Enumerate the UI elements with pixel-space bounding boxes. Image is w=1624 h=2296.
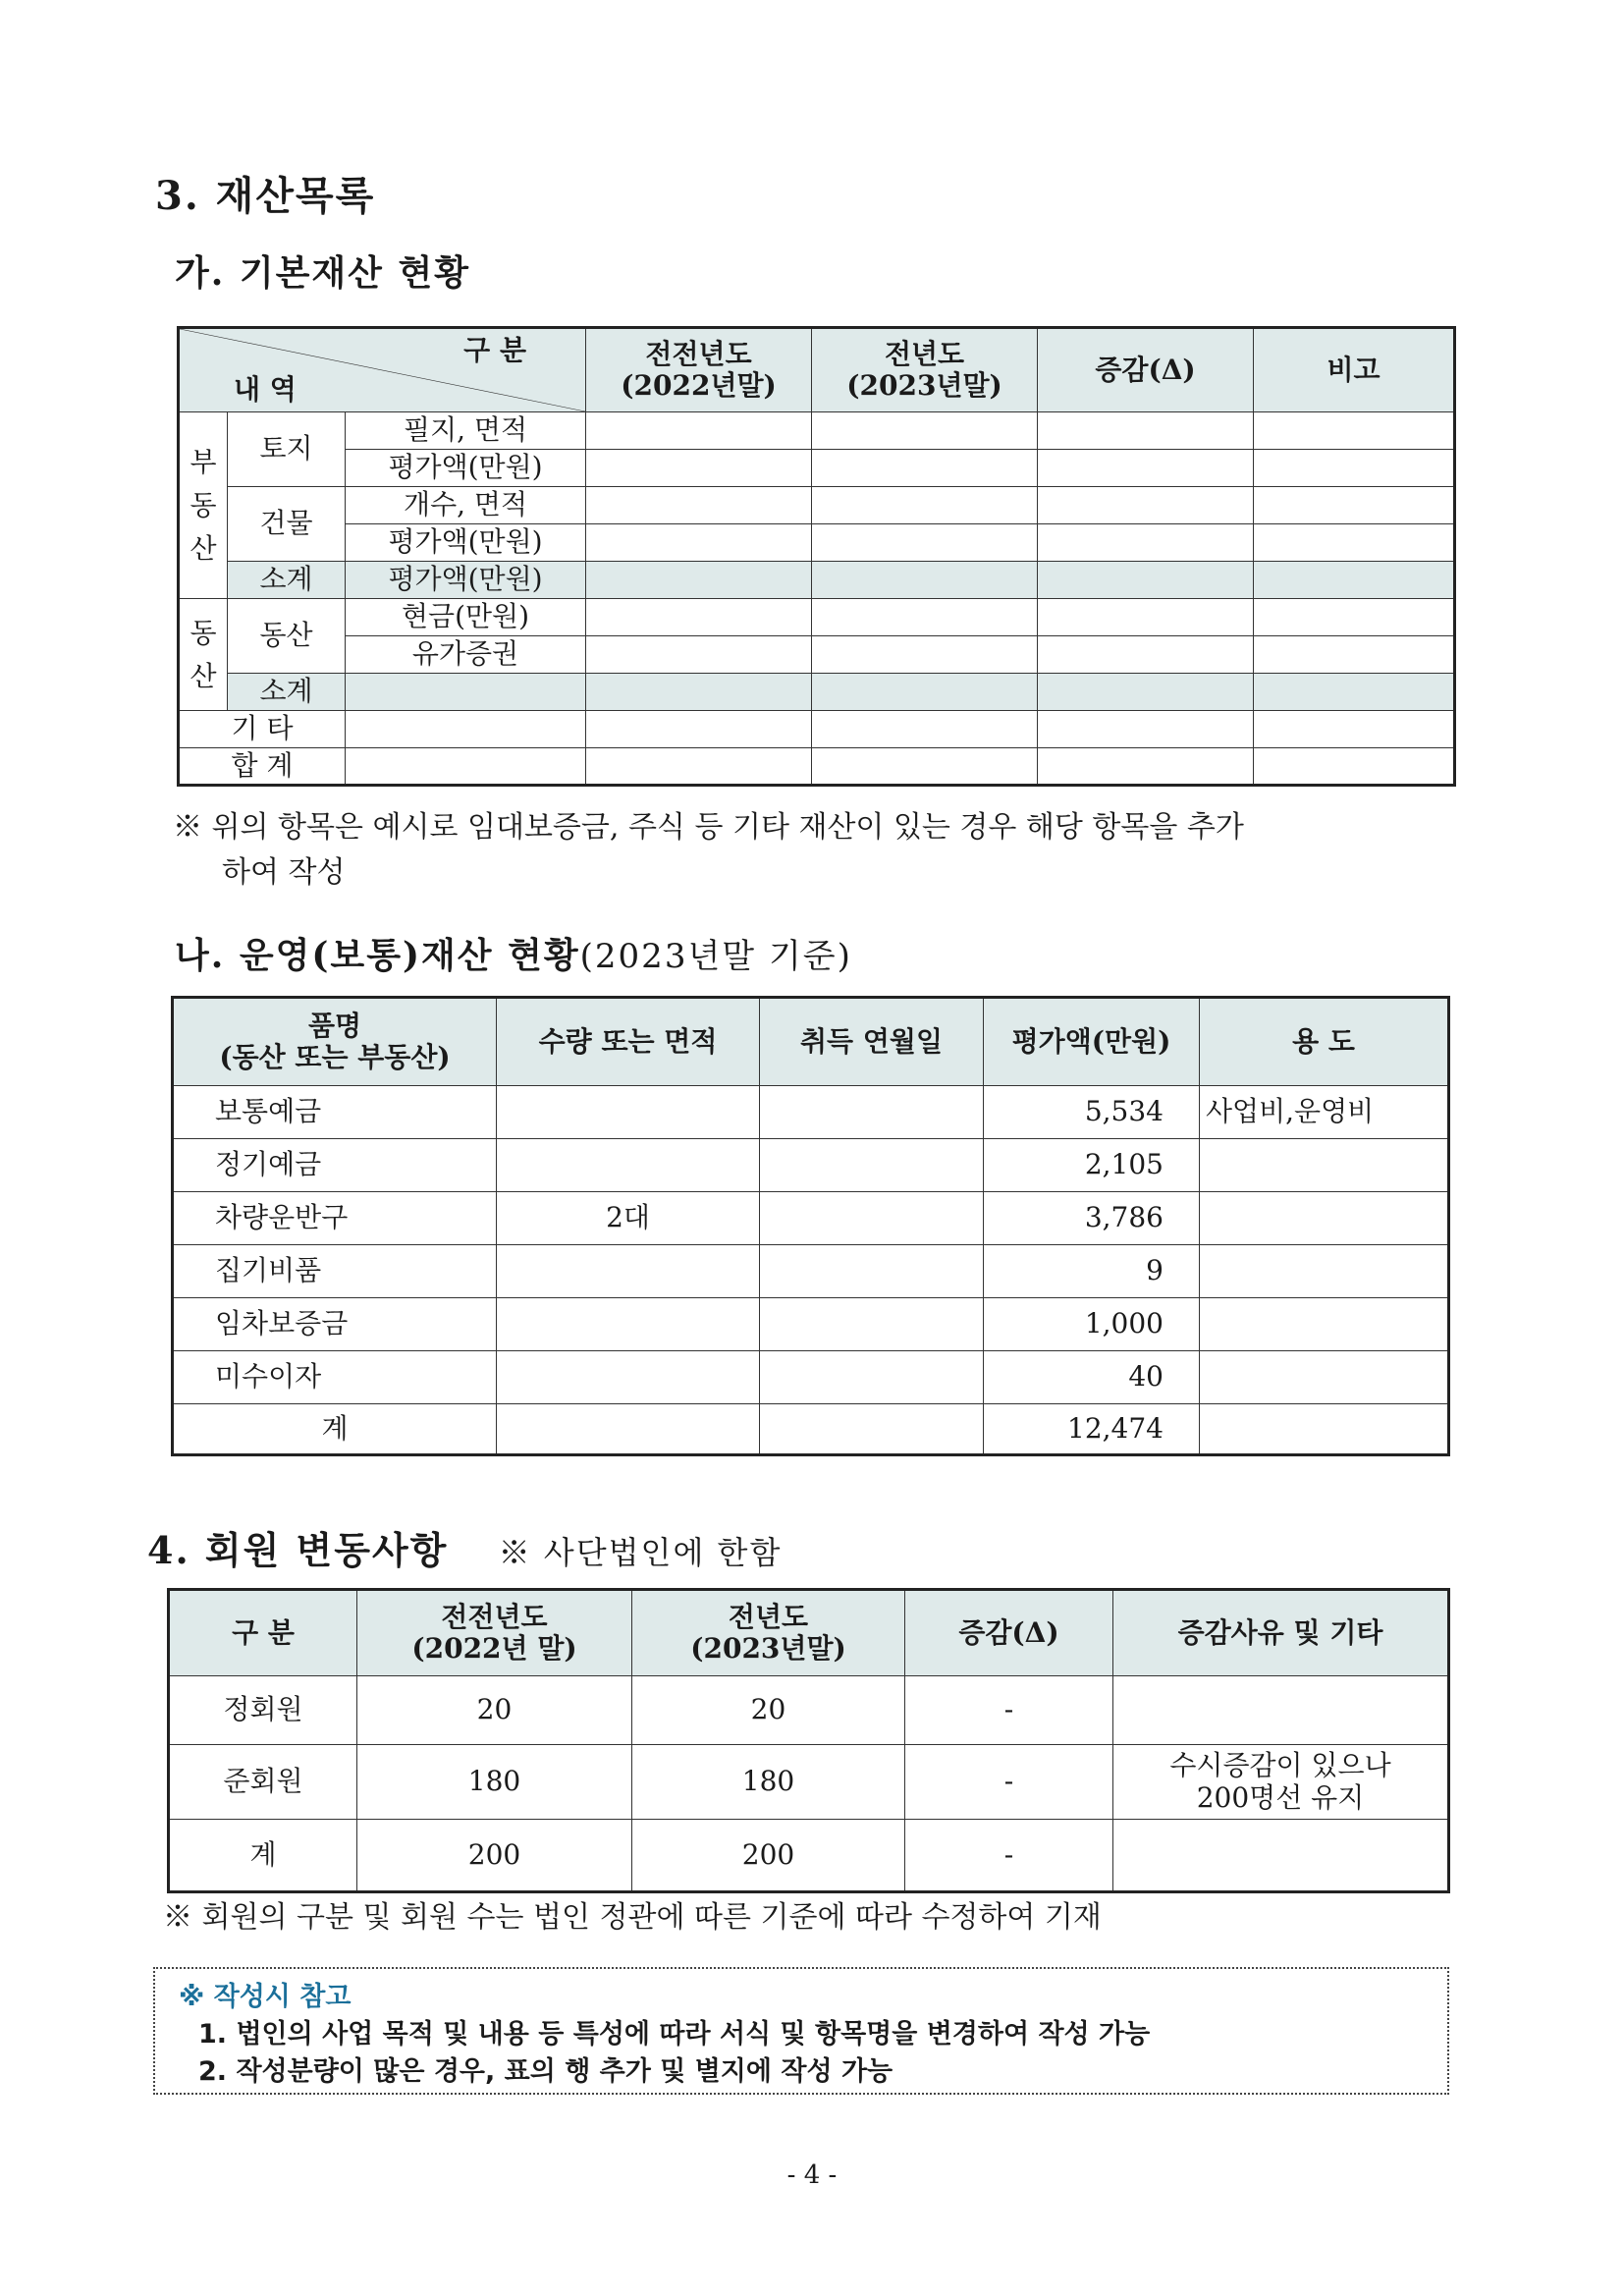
writing-reference-box: [153, 1967, 1449, 2095]
item-name: 차량운반구: [173, 1192, 497, 1245]
table-row: [169, 1820, 1449, 1892]
item-use: [1200, 1192, 1449, 1245]
member-count-2023: 200: [632, 1820, 905, 1892]
section-title-members: 4. 회원 변동사항 ※ 사단법인에 한함: [147, 1528, 783, 1572]
header-change: 증감(Δ): [905, 1590, 1113, 1676]
header-use: 용 도: [1200, 998, 1449, 1086]
header-prev-prev-year: 전전년도 (2022년말): [586, 328, 812, 412]
section-title-assets: 3. 재산목록: [155, 173, 376, 219]
total-value: 12,474: [984, 1404, 1200, 1455]
table-row: [169, 1745, 1449, 1820]
note-line: ※ 위의 항목은 예시로 임대보증금, 주식 등 기타 재산이 있는 경우 해당 항목을 추가: [173, 810, 1244, 845]
other-label: 기 타: [179, 711, 346, 748]
page-number: - 4 -: [786, 2160, 838, 2190]
member-change: -: [905, 1745, 1113, 1820]
table-row: [179, 487, 1455, 524]
item-use: 사업비,운영비: [1200, 1086, 1449, 1139]
item-name: 집기비품: [173, 1245, 497, 1298]
member-count-2022: 20: [357, 1676, 632, 1745]
item-name: 보통예금: [173, 1086, 497, 1139]
header-remarks: 비고: [1254, 328, 1455, 412]
header-acquisition-date: 취득 연월일: [760, 998, 984, 1086]
total-label: 합 계: [179, 748, 346, 786]
total-label: 계: [173, 1404, 497, 1455]
basic-assets-table: [177, 326, 1456, 787]
item-value: 9: [984, 1245, 1200, 1298]
member-changes-table: [167, 1588, 1450, 1893]
table-row: [173, 1351, 1449, 1404]
member-count-2023: 180: [632, 1745, 905, 1820]
item-acquisition-date: [760, 1139, 984, 1192]
movable-assets-label: 동 산: [179, 599, 228, 711]
member-change: -: [905, 1820, 1113, 1892]
building-count-area: 개수, 면적: [346, 487, 586, 524]
item-quantity: [497, 1298, 760, 1351]
movable-label: 동산: [228, 599, 346, 674]
header-change: 증감(Δ): [1038, 328, 1254, 412]
item-acquisition-date: [760, 1298, 984, 1351]
building-label: 건물: [228, 487, 346, 562]
item-name: 임차보증금: [173, 1298, 497, 1351]
member-count-2022: 180: [357, 1745, 632, 1820]
operating-assets-header-row: [173, 998, 1449, 1086]
item-use: [1200, 1245, 1449, 1298]
land-label: 토지: [228, 412, 346, 487]
subsection-title-operating-assets: 나. 운영(보통)재산 현황(2023년말 기준): [175, 935, 852, 976]
item-name: 미수이자: [173, 1351, 497, 1404]
table-row: [179, 636, 1455, 674]
member-change-reason: [1113, 1676, 1449, 1745]
item-quantity: 2대: [497, 1192, 760, 1245]
header-reason: 증감사유 및 기타: [1113, 1590, 1449, 1676]
item-value: 1,000: [984, 1298, 1200, 1351]
table-row: [179, 524, 1455, 562]
header-detail-label: 내 역: [234, 372, 297, 406]
cash-label: 현금(만원): [346, 599, 586, 636]
member-type: 계: [169, 1820, 357, 1892]
table-row: [179, 412, 1455, 450]
securities-label: 유가증권: [346, 636, 586, 674]
item-value: 2,105: [984, 1139, 1200, 1192]
table-row-subtotal: [179, 562, 1455, 599]
item-acquisition-date: [760, 1086, 984, 1139]
member-type: 준회원: [169, 1745, 357, 1820]
item-acquisition-date: [760, 1192, 984, 1245]
item-name: 정기예금: [173, 1139, 497, 1192]
subtotal-label: 소계: [228, 562, 346, 599]
basic-assets-header-row: [179, 328, 1455, 412]
table-row: [173, 1192, 1449, 1245]
header-item: 품명 (동산 또는 부동산): [173, 998, 497, 1086]
header-prev-prev-year: 전전년도 (2022년 말): [357, 1590, 632, 1676]
section-title-note: ※ 사단법인에 한함: [498, 1534, 783, 1571]
member-note: ※ 회원의 구분 및 회원 수는 법인 정관에 따른 기준에 따라 수정하여 기재: [163, 1900, 1102, 1935]
member-count-2023: 20: [632, 1676, 905, 1745]
member-change: -: [905, 1676, 1113, 1745]
operating-assets-table: [171, 996, 1450, 1456]
item-value: 3,786: [984, 1192, 1200, 1245]
item-use: [1200, 1139, 1449, 1192]
header-quantity: 수량 또는 면적: [497, 998, 760, 1086]
table-row: [179, 450, 1455, 487]
member-body: [169, 1676, 1449, 1892]
table-row: [173, 1086, 1449, 1139]
table-row-subtotal: [179, 674, 1455, 711]
real-estate-label: 부 동 산: [179, 412, 228, 599]
header-diagonal-cell: [179, 328, 586, 412]
header-division-label: 구 분: [463, 334, 527, 366]
land-parcel-area: 필지, 면적: [346, 412, 586, 450]
table-row: [169, 1676, 1449, 1745]
header-appraised-value: 평가액(만원): [984, 998, 1200, 1086]
reason-line: 수시증감이 있으나: [1169, 1749, 1391, 1782]
land-value: 평가액(만원): [346, 450, 586, 487]
header-division: 구 분: [169, 1590, 357, 1676]
building-value: 평가액(만원): [346, 524, 586, 562]
operating-assets-body: [173, 1086, 1449, 1404]
table-row: [173, 1245, 1449, 1298]
item-use: [1200, 1298, 1449, 1351]
member-header-row: [169, 1590, 1449, 1676]
item-acquisition-date: [760, 1351, 984, 1404]
table-row: [173, 1139, 1449, 1192]
reference-line: 2. 작성분량이 많은 경우, 표의 행 추가 및 별지에 작성 가능: [198, 2056, 893, 2087]
item-quantity: [497, 1351, 760, 1404]
member-type: 정회원: [169, 1676, 357, 1745]
item-value: 40: [984, 1351, 1200, 1404]
item-quantity: [497, 1086, 760, 1139]
table-row: [173, 1298, 1449, 1351]
subtotal-value-label: 평가액(만원): [346, 562, 586, 599]
table-row: [179, 599, 1455, 636]
subsection-title-basic-assets: 가. 기본재산 현황: [175, 252, 471, 294]
basic-assets-note: [173, 805, 1244, 896]
member-change-reason: [1113, 1820, 1449, 1892]
subtotal-label: 소계: [228, 674, 346, 711]
header-prev-year: 전년도 (2023년말): [812, 328, 1038, 412]
item-quantity: [497, 1139, 760, 1192]
header-prev-year: 전년도 (2023년말): [632, 1590, 905, 1676]
item-value: 5,534: [984, 1086, 1200, 1139]
member-change-reason: [1113, 1745, 1449, 1820]
table-row: [179, 748, 1455, 786]
operating-assets-total-row: [173, 1404, 1449, 1455]
member-count-2022: 200: [357, 1820, 632, 1892]
item-use: [1200, 1351, 1449, 1404]
note-line: 하여 작성: [222, 855, 346, 890]
item-acquisition-date: [760, 1245, 984, 1298]
reason-line: 200명선 유지: [1196, 1780, 1365, 1814]
table-row: [179, 711, 1455, 748]
reference-line: 1. 법인의 사업 목적 및 내용 등 특성에 따라 서식 및 항목명을 변경하여 작성 가능: [198, 2019, 1151, 2050]
item-quantity: [497, 1245, 760, 1298]
reference-title: ※ 작성시 참고: [179, 1982, 352, 2012]
